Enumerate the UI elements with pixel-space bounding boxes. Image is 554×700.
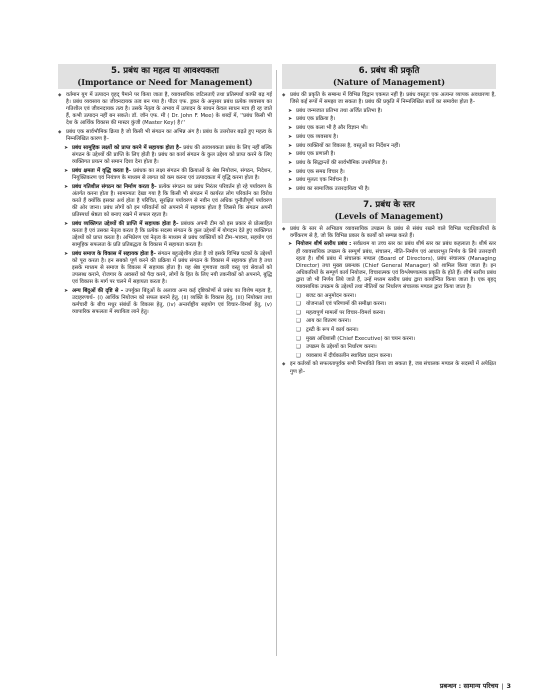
item-text: प्रत्येक संगठन का प्रबंध निरंतर परिवर्तन हो रहे पर्यावरण के अंतर्गत करना होता है। सामान्यतः देखा गया है कि किसी भी संगठन में कार्यरत लोग परिवर्तन का विरोध करते हैं क्योंकि इसका अर्थ होता है परिचित, सुरक्षित पर्यावरण से नवीन एवं अधिक चुनौतीपूर्ण पर्यावरण की ओर जाना। प्रबंध लोगों को इन परिवर्तनों को अपनाने में सहायक होता है जिससे कि संगठन अपनी प्रतिस्पर्धा श्रेष्ठता को बनाए रखने में सफल रहता है। (72, 183, 272, 218)
column-divider (276, 70, 277, 656)
list-item (288, 241, 496, 291)
list-item (64, 251, 272, 286)
list-item (64, 221, 272, 249)
list-item (64, 168, 272, 182)
section-6-title-hindi: 6. प्रबंध की प्रकृति (358, 66, 420, 76)
closing-paragraph (282, 361, 496, 375)
checklist-item: ❑ उपक्रम के उद्देश्यों का निर्धारण करना। (296, 344, 496, 351)
item-text: प्रबंध की आवश्यकता प्रबंध के लिए नहीं बल्कि संगठन के उद्देश्यों की प्राप्ति के लिए होती है। प्रबंध का कार्य संगठन के कुल उद्देश्य को प्राप्त करने के लिए व्यक्तिगत प्रयत्न को समान दिशा देना होता है। (72, 144, 272, 166)
checklist-item: ❑ बजट का अनुमोदन करना। (296, 293, 496, 300)
importance-list (64, 145, 272, 316)
list-item: ➤ प्रबंध जन्मजात प्रतिभा तथा अर्जित प्रतिभा है। (288, 108, 496, 115)
paragraph: ◆ प्रबंध के स्तर से अभिप्राय व्यावसायिक उपक्रम के प्रबंध से संबंध रखने वाले विभिन्न पदाधिकारियों के वर्गीकरण से है, जो कि विभिन्न प्रकार के कार्यों को सम्पन्न करते हैं। (282, 226, 496, 240)
item-text: प्रबंधक का लक्ष्य संगठन की क्रियाओं के श्रेष्ठ नियोजन, संगठन, निदेशन, नियुक्तिकरण एवं नियंत्रण के माध्यम से लागत को कम करना एवं उत्पादकता में वृद्धि करना होता है। (72, 167, 272, 181)
levels-list (288, 241, 496, 291)
item-title: प्रबंध व्यक्तिगत उद्देश्यों की प्राप्ति में सहायक होता है– (72, 220, 179, 227)
section-5-title-english: (Importance or Need for Management) (77, 77, 253, 87)
list-item: ➤ प्रबंध के सिद्धान्तों की सार्वभौमिक उपयोगिता है। (288, 160, 496, 167)
page-number: 3 (506, 682, 511, 690)
item-text: उपर्युक्त बिंदुओं के अलावा अन्य कई दृष्टिकोणों से प्रबंध का विशेष महत्व है, उदाहरणार्थ– (i) आर्थिक नियोजन को सफल बनाने हेतु, (ii) व्यक्ति के विकास हेतु, (iii) नियोक्ता तथा कर्मचारी के बीच मधुर संबंधों के विकास हेतु, (iv) अन्तर्राष्ट्रीय सहयोग एवं विचार–विमर्श हेतु, (v) व्यापारिक सफलता में स्थायित्व लाने हेतु। (72, 287, 272, 315)
nature-list (288, 108, 496, 193)
list-item: ➤ प्रबंध व्यक्तियों का विकास है, वस्तुओं का निर्देशन नहीं। (288, 143, 496, 150)
board-duties-list (296, 293, 496, 360)
list-item (64, 288, 272, 316)
list-item: ➤ प्रबंध एक प्रणाली है। (288, 151, 496, 158)
list-item (64, 145, 272, 166)
item-title: प्रबंध सामूहिक लक्ष्यों को प्राप्त करने में सहायक होता है– (72, 144, 182, 151)
page-footer: प्रबन्धन : सामान्य परिचय | 3 (439, 682, 511, 690)
footer-title: प्रबन्धन : सामान्य परिचय (439, 682, 499, 690)
paragraph: ◆ प्रबंध एक सार्वभौमिक क्रिया है जो किसी भी संगठन का अभिन्न अंग है। प्रबंध के उत्तरोत्तर बढ़ते हुए महत्व के निम्नलिखित कारण है– (58, 129, 272, 143)
item-text: संगठन बहुउद्देशीय होता है जो इसके विभिन्न घटकों के उद्देश्यों को पूरा करता है। इन सबको पूर्ण करने की प्रक्रिया में प्रबंध संगठन के विकास में सहायक होता है तथा इसके माध्यम से समाज के विकास में सहायक होता है। यह श्रेष्ठ गुणवत्ता वाली वस्तु एवं सेवाओं को उपलब्ध कराने, रोजगार के अवसरों को पैदा करने, लोगों के हित के लिए नयी तकनीकों को अपनाने, बुद्धि एवं विकास के मार्ग पर चलने में सहायता करता है। (72, 250, 272, 285)
list-item: ➤ प्रबंध मूलतः एक निर्वचन है। (288, 177, 496, 184)
right-column (282, 64, 496, 377)
list-item: ➤ प्रबंध एक कला भी है और विज्ञान भी। (288, 125, 496, 132)
section-6-title-english: (Nature of Management) (332, 77, 446, 87)
item-text: प्रबंधक अपनी टीम को इस प्रकार से प्रोत्साहित करता है एवं उसका नेतृत्व करता है कि प्रत्येक सदस्य संगठन के कुल उद्देश्यों में योगदान देते हुए व्यक्तिगत उद्देश्यों को प्राप्त करता है। अभिप्रेरण एवं नेतृत्व के माध्यम से प्रबंध व्यक्तियों को टीम–भावना, सहयोग एवं सामूहिक सफलता के प्रति प्रतिबद्धता के विकास में सहायता करता है। (72, 220, 272, 248)
checklist-item: ❑ महत्वपूर्ण मामलों पर विचार–विमर्श करना। (296, 310, 496, 317)
paragraph: ◆ प्रबंध की प्रकृति के सम्बन्ध में विभिन्न विद्वान एकमत नहीं है। प्रबंध वस्तुतः एक अत्यन्त व्यापक अवधारणा है, जिसे कई रूपों में समझा जा सकता है। प्रबंध की प्रकृति में निम्नलिखित बातों का समावेश होता है– (282, 92, 496, 106)
item-title: प्रबंध समाज के विकास में सहायक होता है– (72, 250, 157, 257)
item-title: नियोजन शीर्ष स्तरीय प्रबंध : (296, 241, 352, 248)
section-7-body (282, 226, 496, 240)
list-item: ➤ प्रबंध का सामाजिक उत्तरदायित्व भी है। (288, 186, 496, 193)
paragraph: ◆ इन कर्तव्यों को सफलतापूर्वक सभी निभाविते किया जा सकता है, जब संचालक मण्डल के सदस्यों में अपेक्षित गुण हो– (282, 361, 496, 375)
left-column (58, 64, 272, 318)
section-7-title-hindi: 7. प्रबंध के स्तर (363, 199, 415, 210)
item-title: प्रबंध क्षमता में वृद्धि करता है– (72, 167, 132, 174)
list-item: ➤ प्रबंध एक व्यवसाय है। (288, 134, 496, 141)
item-title: प्रबंध गतिशील संगठन का निर्माण करता है– (72, 183, 157, 190)
section-7-heading (282, 198, 496, 223)
item-title: अन्य बिंदुओं की दृष्टि से – (72, 287, 124, 294)
section-6-body (282, 92, 496, 106)
checklist-item: ❑ योजनाओं एवं परिणामों की समीक्षा करना। (296, 301, 496, 308)
section-7-title-english: (Levels of Management) (334, 210, 444, 221)
list-item (64, 184, 272, 219)
section-6-heading (282, 64, 496, 89)
checklist-item: ❑ व्यवसाय में दीर्घकालीन स्थायित्व प्रदान करना। (296, 353, 496, 360)
paragraph: ◆ वर्तमान युग में उत्पादन वृहद् पैमाने पर किया जाता है, व्यावसायिक जटिलताएँ तथा प्रतिस्पर्धा काफी बढ़ गई है। प्रबंध व्यवसाय का जीवनदायक तत्व बन गया है। पीटर एफ. ड्रकर के अनुसार प्रबंध प्रत्येक व्यवसाय का गतिशील एवं जीवनदायक तत्व है। उसके नेतृत्व के अभाव में उत्पादन के साधन केवल साधन मात्र ही रह जाते हैं, कभी उत्पादन नहीं बन सकते। डॉ. जॉन एफ. मी ( Dr. John F. Mee) के शब्दों में, ''प्रबंध किसी भी देश के आर्थिक विकास की मास्टर कुंजी (Master Key) है।'' (58, 92, 272, 127)
section-5-heading (58, 64, 272, 89)
item-text: सर्वप्रथम या उच्च स्तर का प्रबंध शीर्ष स्तर का प्रबंध कहलाता है। शीर्ष स्तर ही व्यावसायिक उपक्रम के सम्पूर्ण प्रबंध, संचालन, नीति–निर्माण एवं आधारभूत निर्णय के लिये उत्तरदायी रहता है। शीर्ष प्रबंध में संचालक मण्डल (Board of Directors), प्रबंध संचालक (Managing Director) तथा मुख्य प्रबन्धक (Chief General Manager) को शामिल किया जाता है। इन अधिकारियों के सम्पूर्ण कार्य नियोजन, विचारात्मक एवं विश्लेषणात्मक प्रकृति के होते हैं। शीर्ष स्तरीय प्रबंध द्वारा जो भी निर्णय लिये जाते हैं, उन्हें मध्यम स्तरीय प्रबंध द्वारा कार्यान्वित किया जाता है। एक बृहद् व्यावसायिक उपक्रम के उद्देश्यों तथा नीतियों का निर्धारण संचालक मण्डल द्वारा किया जाता है। (296, 241, 496, 290)
checklist-item: ❑ मुख्य अधिशासी (Chief Executive) का चयन करना। (296, 336, 496, 343)
section-5-body (58, 92, 272, 143)
checklist-item: ❑ आय का वितरण करना। (296, 318, 496, 325)
list-item: ➤ प्रबंध एक समग्र विचार है। (288, 169, 496, 176)
checklist-item: ❑ ट्रस्टी के रूप में कार्य करना। (296, 327, 496, 334)
list-item: ➤ प्रबंध एक प्रक्रिया है। (288, 116, 496, 123)
section-5-title-hindi: 5. प्रबंध का महत्व या आवश्यकता (110, 66, 219, 76)
